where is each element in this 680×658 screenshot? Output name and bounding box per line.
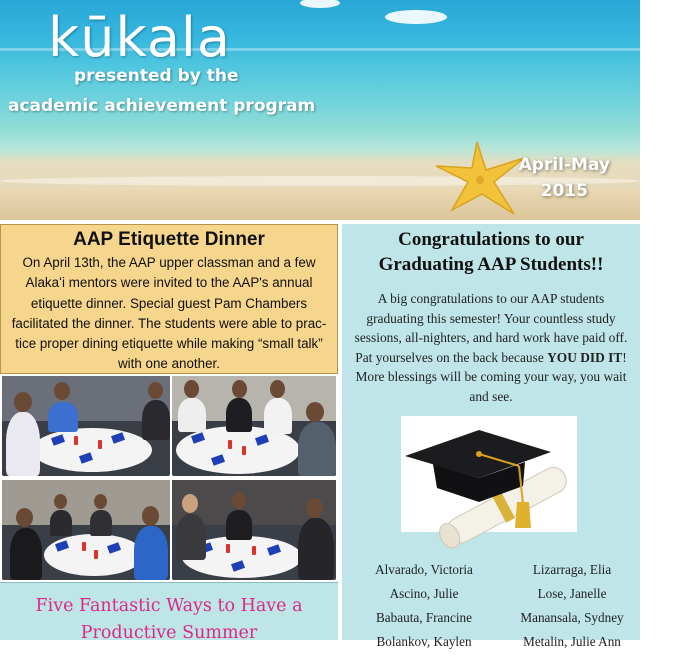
presented-by-text: presented by the — [74, 66, 239, 86]
photo-cup — [74, 436, 78, 445]
photo-head — [142, 506, 159, 526]
graduation-cap-image — [401, 416, 577, 532]
photo-head — [148, 382, 163, 399]
photo-cup — [82, 542, 86, 551]
cloud — [300, 0, 340, 8]
summer-title-line-1: Five Fantastic Ways to Have a — [35, 596, 303, 616]
photo-person — [298, 518, 334, 580]
graduation-cap-icon — [401, 416, 577, 532]
photo-cup — [242, 446, 246, 455]
dinner-photo-collage — [0, 376, 338, 582]
graduate-name: Manansala, Sydney — [520, 610, 624, 625]
summer-article-header — [0, 582, 338, 643]
congrats-message-text: A big congratulations to our AAP students graduating this semester! Your countless study sessions, all-nighters, and hard work have paid off. Pat yourselves on the back because — [354, 291, 628, 365]
etiquette-body: On April 13th, the AAP upper classman and a few Alakaʻi mentors were invited to the AAP's annual etiquette dinner. Special guest Pam Chambers facilitated the dinner. The students were able to prac-tice proper dining etiquette while making “small talk” with one another. — [11, 255, 327, 372]
photo-person — [48, 402, 78, 432]
photo-person — [134, 526, 168, 580]
photo-person — [6, 412, 40, 476]
summer-title-line-2: Productive Summer — [80, 623, 258, 643]
photo-person — [264, 398, 292, 434]
issue-month: April-May — [518, 155, 610, 175]
graduate-row — [342, 586, 642, 610]
graduate-row — [342, 610, 642, 634]
summer-title — [0, 593, 338, 647]
photo-person — [142, 400, 170, 440]
issue-year: 2015 — [540, 181, 588, 201]
photo-cup — [226, 544, 230, 553]
right-column — [340, 224, 640, 649]
starfish-image — [432, 140, 532, 220]
photo-cup — [98, 440, 102, 449]
header-banner — [0, 0, 640, 220]
photo-head — [270, 380, 285, 398]
graduate-list — [342, 562, 642, 658]
graduate-name: Babauta, Francine — [376, 610, 472, 625]
photo-person — [178, 398, 206, 432]
photo-head — [54, 494, 67, 509]
photo-person — [90, 510, 112, 536]
graduate-row — [342, 562, 642, 586]
photo-person — [298, 422, 336, 476]
photo-cup — [252, 546, 256, 555]
cloud — [385, 10, 447, 24]
photo-head — [14, 392, 32, 412]
congrats-title — [342, 227, 640, 277]
photo-cup — [228, 440, 232, 449]
photo-head — [232, 380, 247, 398]
graduate-name: Bolankov, Kaylen — [376, 634, 472, 649]
photo-head — [182, 494, 198, 513]
left-column — [0, 224, 338, 643]
photo-person — [226, 510, 252, 540]
dinner-photo-1 — [2, 376, 170, 476]
dinner-photo-2 — [172, 376, 336, 476]
graduate-name: Lose, Janelle — [537, 586, 607, 601]
photo-head — [94, 494, 107, 509]
photo-person — [10, 528, 42, 580]
photo-person — [176, 514, 206, 560]
etiquette-article — [0, 224, 338, 374]
issue-date — [519, 152, 610, 204]
graduate-name: Ascino, Julie — [389, 586, 459, 601]
photo-table — [32, 428, 152, 472]
program-name: academic achievement program — [8, 96, 316, 116]
congrats-title-line-2: Graduating AAP Students!! — [378, 254, 604, 275]
dinner-photo-4 — [172, 480, 336, 580]
congrats-title-line-1: Congratulations to our — [398, 229, 584, 250]
congrats-message-emphasis: YOU DID IT — [547, 349, 623, 365]
photo-head — [16, 508, 33, 527]
photo-head — [306, 498, 323, 518]
photo-head — [184, 380, 199, 398]
photo-cup — [94, 550, 98, 559]
photo-head — [306, 402, 324, 422]
newsletter-title: kūkala — [48, 6, 232, 69]
photo-head — [232, 492, 246, 509]
graduate-name: Lizarraga, Elia — [532, 562, 612, 577]
dinner-photo-3 — [2, 480, 170, 580]
graduate-name: Alvarado, Victoria — [375, 562, 473, 577]
graduate-name: Metalin, Julie Ann — [523, 634, 621, 649]
photo-head — [54, 382, 70, 400]
congrats-message-end: ! More blessings will be coming your way, you wait and see. — [355, 349, 627, 404]
etiquette-title: AAP Etiquette Dinner — [73, 229, 265, 250]
photo-person — [50, 510, 72, 536]
congrats-message — [342, 289, 640, 407]
graduate-row — [342, 634, 642, 658]
photo-person — [226, 398, 252, 432]
